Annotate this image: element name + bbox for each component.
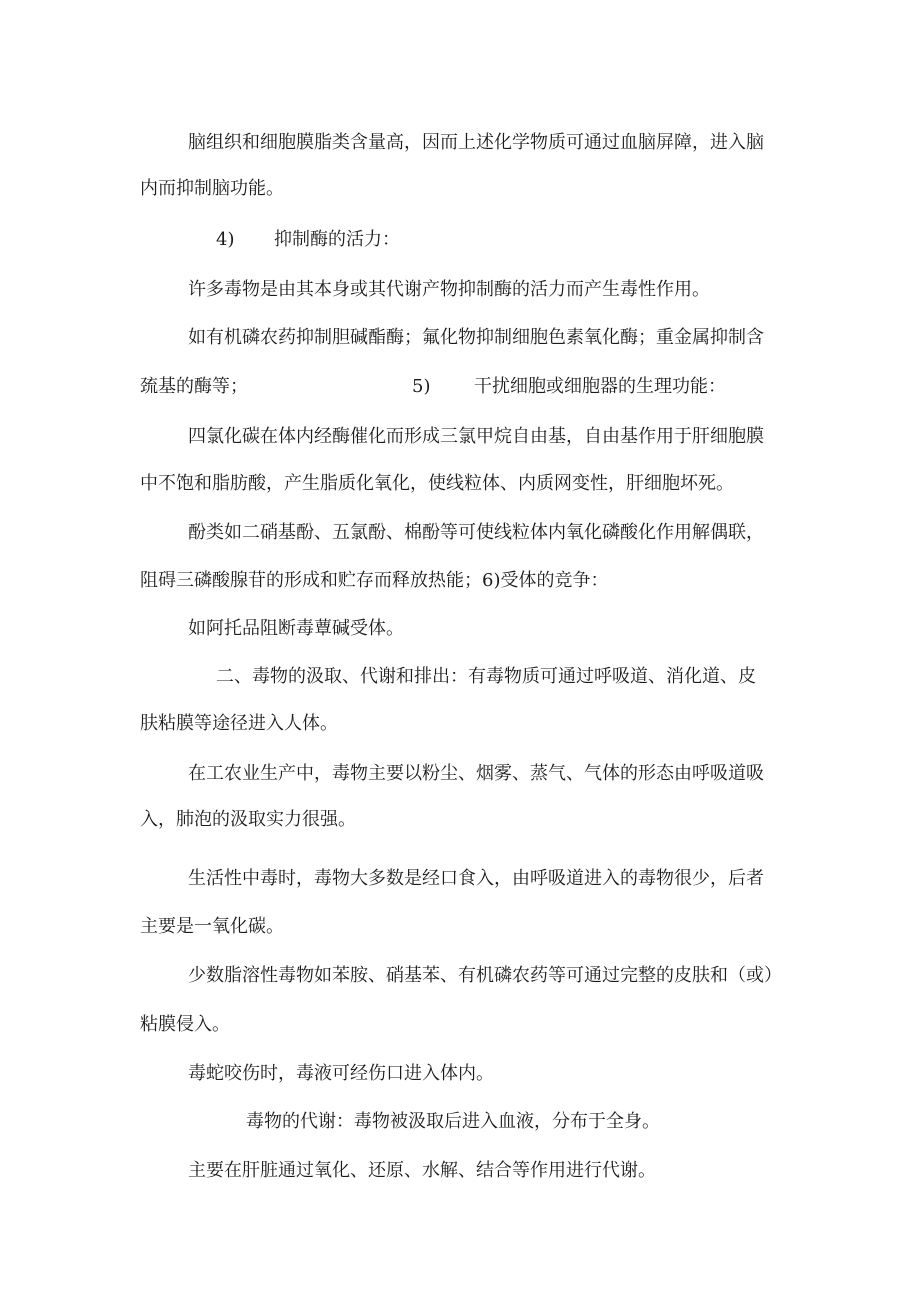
paragraph-line: 巯基的酶等；	[140, 376, 248, 397]
paragraph-line: 生活性中毒时，毒物大多数是经口食入，由呼吸道进入的毒物很少，后者	[188, 868, 764, 889]
paragraph-line: 入，肺泡的汲取实力很强。	[140, 809, 356, 830]
section-heading: 二、毒物的汲取、代谢和排出：有毒物质可通过呼吸道、消化道、皮	[216, 666, 756, 687]
paragraph-line: 如阿托品阻断毒蕈碱受体。	[188, 618, 404, 639]
list-number: 4)	[216, 229, 235, 250]
paragraph-line: 粘膜侵入。	[140, 1014, 230, 1035]
paragraph-line: 四氯化碳在体内经酶催化而形成三氯甲烷自由基，自由基作用于肝细胞膜	[188, 426, 764, 447]
paragraph-line: 许多毒物是由其本身或其代谢产物抑制酶的活力而产生毒性作用。	[188, 279, 710, 300]
section-heading: 干扰细胞或细胞器的生理功能：	[474, 376, 726, 397]
paragraph-line: 毒蛇咬伤时，毒液可经伤口进入体内。	[188, 1063, 494, 1084]
section-heading: 抑制酶的活力：	[274, 229, 400, 250]
paragraph-line: 内而抑制脑功能。	[140, 178, 284, 199]
paragraph-line: 在工农业生产中，毒物主要以粉尘、烟雾、蒸气、气体的形态由呼吸道吸	[188, 763, 764, 784]
paragraph-line: 主要是一氧化碳。	[140, 916, 284, 937]
paragraph-line: 主要在肝脏通过氧化、还原、水解、结合等作用进行代谢。	[188, 1160, 656, 1181]
list-number: 5)	[412, 376, 431, 397]
paragraph-line: 酚类如二硝基酚、五氯酚、棉酚等可使线粒体内氧化磷酸化作用解偶联，	[188, 522, 764, 543]
paragraph-line: 肤粘膜等途径进入人体。	[140, 713, 338, 734]
paragraph-line: 少数脂溶性毒物如苯胺、硝基苯、有机磷农药等可通过完整的皮肤和（或）	[188, 965, 782, 986]
paragraph-line: 阻碍三磷酸腺苷的形成和贮存而释放热能；6)受体的竞争：	[140, 570, 609, 591]
paragraph-line: 脑组织和细胞膜脂类含量高，因而上述化学物质可通过血脑屏障，进入脑	[188, 132, 764, 153]
paragraph-line: 毒物的代谢：毒物被汲取后进入血液，分布于全身。	[246, 1111, 660, 1132]
paragraph-line: 如有机磷农药抑制胆碱酯酶；氟化物抑制细胞色素氧化酶；重金属抑制含	[188, 327, 764, 348]
paragraph-line: 中不饱和脂肪酸，产生脂质化氧化，使线粒体、内质网变性，肝细胞坏死。	[140, 473, 734, 494]
